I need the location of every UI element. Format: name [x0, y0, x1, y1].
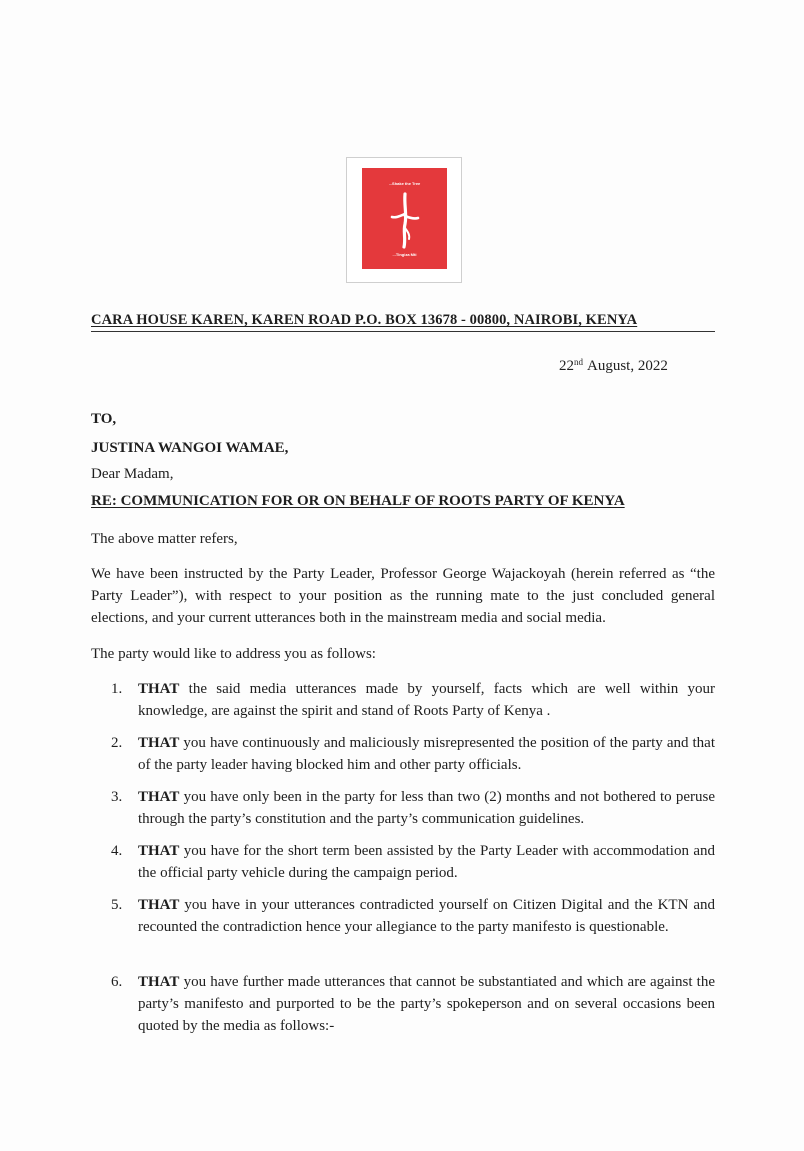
item-number: 1.	[111, 681, 123, 697]
letterhead-address: CARA HOUSE KAREN, KAREN ROAD P.O. BOX 13678 - 00800, NAIROBI, KENYA	[91, 312, 715, 332]
item-text	[138, 678, 715, 722]
body-paragraph-1: The above matter refers,	[91, 531, 238, 547]
item-text	[138, 732, 715, 776]
item-lead: THAT	[138, 735, 180, 751]
item-text	[138, 786, 715, 830]
party-logo	[362, 168, 447, 269]
item-text	[138, 971, 715, 1037]
item-lead: THAT	[138, 789, 180, 805]
subject-line: RE: COMMUNICATION FOR OR ON BEHALF OF ROOTS PARTY OF KENYA	[91, 493, 625, 509]
letter-date	[559, 357, 668, 375]
salutation: Dear Madam,	[91, 466, 174, 482]
logo-tagline-bottom: ...Tingiza Mti	[392, 252, 417, 257]
item-body: you have only been in the party for less than two (2) months and not bothered to peruse through the party’s constitution and the party’s communication guidelines.	[138, 789, 715, 827]
date-suffix: nd	[574, 357, 583, 367]
item-body: you have for the short term been assisted by the Party Leader with accommodation and the official party vehicle during the campaign period.	[138, 843, 715, 881]
body-paragraph-2: We have been instructed by the Party Leader, Professor George Wajackoyah (herein referred as “the Party Leader”), with respect to your position as the running mate to the just concluded general elections, and your current utterances both in the mainstream media and social media.	[91, 566, 715, 626]
logo-tagline-top: ...Shake the Tree	[388, 181, 421, 186]
date-rest: August, 2022	[587, 358, 668, 374]
item-body: you have continuously and maliciously misrepresented the position of the party and that of the party leader having blocked him and other party officials.	[138, 735, 715, 773]
item-lead: THAT	[138, 974, 180, 990]
item-lead: THAT	[138, 897, 180, 913]
item-body: you have further made utterances that cannot be substantiated and which are against the party’s manifesto and purported to be the party’s spokeperson and on several occasions been quoted by the media as follows:-	[138, 974, 715, 1034]
item-number: 2.	[111, 735, 123, 751]
item-text	[138, 840, 715, 884]
item-number: 4.	[111, 843, 123, 859]
item-number: 6.	[111, 974, 123, 990]
body-paragraph-3: The party would like to address you as follows:	[91, 646, 376, 662]
item-text	[138, 894, 715, 938]
logo-frame	[346, 157, 462, 283]
item-body: you have in your utterances contradicted yourself on Citizen Digital and the KTN and recounted the contradiction hence your allegiance to the party manifesto is questionable.	[138, 897, 715, 935]
item-number: 5.	[111, 897, 123, 913]
item-lead: THAT	[138, 681, 180, 697]
item-number: 3.	[111, 789, 123, 805]
date-day: 22	[559, 358, 574, 374]
recipient-name: JUSTINA WANGOI WAMAE,	[91, 440, 289, 456]
tree-root-icon	[390, 192, 420, 250]
item-body: the said media utterances made by yourself, facts which are well within your knowledge, are against the spirit and stand of Roots Party of Kenya .	[138, 681, 715, 719]
item-lead: THAT	[138, 843, 180, 859]
recipient-to: TO,	[91, 411, 117, 427]
